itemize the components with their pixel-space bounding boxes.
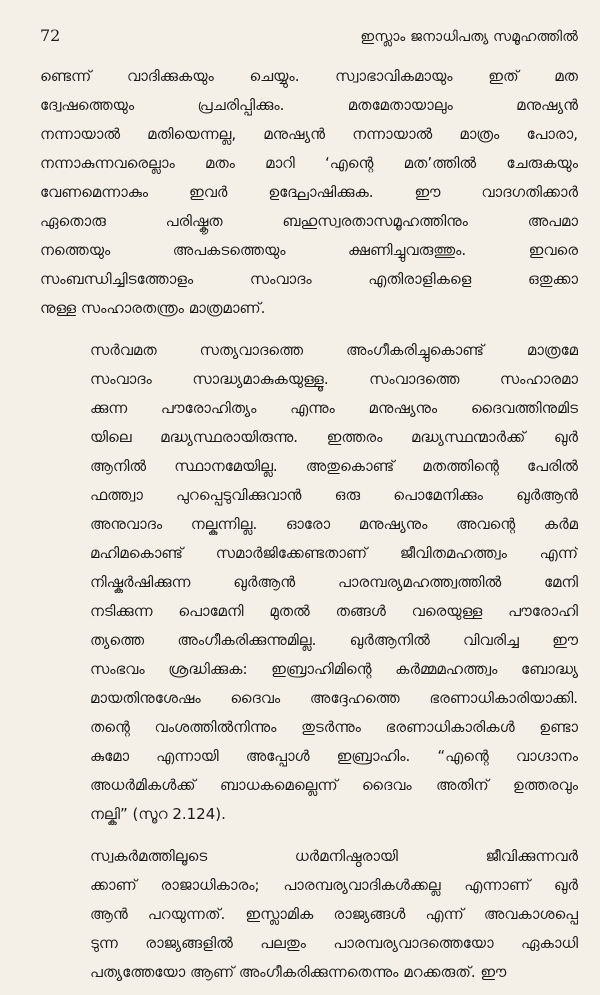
text-line: ക്കാണ് രാജാധികാരം; പാരമ്പര്യവാദികൾക്കല്ല എന്നാണ് ഖുർ	[90, 876, 578, 894]
text-line: നത്തെയും അപകടത്തെയും ക്ഷണിച്ചുവരുത്തും. ഇവരെ	[40, 241, 578, 259]
page-number: 72	[40, 26, 61, 45]
text-line: അധർമികൾക്ക് ബാധകമെല്ലെന്ന് ദൈവം അതിന് ഉത്തരവും	[90, 776, 578, 794]
text-line: നന്നാകുന്നവരെല്ലാം മതം മാറി ‘എന്റെ മത’ത്തിൽ ചേരുകയും	[40, 154, 578, 172]
text-line: ദ്വേഷത്തെയും പ്രചരിപ്പിക്കും. മതമേതായാലും മനുഷ്യൻ	[40, 96, 578, 114]
text-line: നല്കി” (സൂറ 2.124).	[90, 805, 226, 823]
running-header	[40, 26, 578, 54]
text-line: ഫത്ത്വാ പുറപ്പെടുവിക്കുവാൻ ഒരു പൊമേനിക്കും ഖുർആൻ	[90, 486, 578, 504]
text-line: വേണമെന്നാകും ഇവർ ഉദ്ഘോഷിക്കുക. ഈ വാദഗതിക്കാർ	[40, 183, 578, 201]
text-line: യിലെ മദ്ധ്യസ്ഥരായിരുന്നു. ഇത്തരം മദ്ധ്യസ്ഥന്മാർക്ക് ഖുർ	[90, 428, 578, 446]
text-line: മായതിനുശേഷം ദൈവം അദ്ദേഹത്തെ ഭരണാധികാരിയാക്കി.	[90, 689, 578, 707]
text-line: ആൻ പറയുന്നത്. ഇസ്ലാമിക രാജ്യങ്ങൾ എന്ന് അവകാശപ്പെ	[90, 905, 578, 923]
text-line: സ്വകർമത്തിലൂടെ ധർമനിഷ്ഠരായി ജീവിക്കുന്നവർ	[90, 847, 578, 865]
text-line: നിഷ്കർഷിക്കുന്ന ഖുർആൻ പാരമ്പര്യമഹത്ത്വത്തിൽ മേനി	[90, 573, 578, 591]
text-line: അനുവാദം നല്കുന്നില്ല. ഓരോ മനുഷ്യനും അവന്റെ കർമ	[90, 515, 578, 533]
paragraph	[40, 336, 578, 829]
text-line: സർവമത സത്യവാദത്തെ അംഗീകരിച്ചുകൊണ്ട് മാത്രമേ	[90, 341, 578, 359]
running-title: ഇസ്ലാം ജനാധിപത്യ സമൂഹത്തിൽ	[360, 29, 578, 45]
text-line: തന്റെ വംശത്തിൽനിന്നും തുടർന്നും ഭരണാധികാരികൾ ഉണ്ടാ	[90, 718, 578, 736]
text-line: ടുന്ന രാജ്യങ്ങളിൽ പലതും പാരമ്പര്യവാദത്തെയോ ഏകാധി	[90, 934, 578, 952]
text-line: നന്നായാൽ മതിയെന്നല്ല, മനുഷ്യൻ നന്നായാൽ മാത്രം പോരാ,	[40, 125, 578, 143]
text-line: ണ്ടെന്ന് വാദിക്കുകയും ചെയ്യും. സ്വാഭാവികമായും ഇത് മത	[40, 67, 578, 85]
paragraph	[40, 842, 578, 987]
text-line: കുമോ എന്നായി അപ്പോൾ ഇബ്രാഹിം. “എന്റെ വാഗ്ദാനം	[90, 747, 578, 765]
text-line: നുള്ള സംഹാരതന്ത്രം മാത്രമാണ്.	[40, 299, 266, 317]
text-line: സംബന്ധിച്ചിടത്തോളം സംവാദം എതിരാളികളെ ഒതുക്കാ	[40, 270, 578, 288]
text-line: പത്യത്തേയോ ആണ് അംഗീകരിക്കുന്നതെന്നും മറക്കരുത്. ഈ	[90, 963, 507, 981]
text-line: ക്കുന്ന പൗരോഹിത്യം എന്നും മനുഷ്യനും ദൈവത്തിനുമിട	[90, 399, 578, 417]
paragraph	[40, 62, 578, 323]
text-line: നടിക്കുന്ന പൊമേനി മുതൽ തങ്ങൾ വരെയുള്ള പൗരോഹി	[90, 602, 578, 620]
body-text	[40, 62, 578, 987]
text-line: ത്യത്തെ അംഗീകരിക്കുന്നുമില്ല. ഖുർആനിൽ വിവരിച്ച ഈ	[90, 631, 578, 649]
text-line: ആനിൽ സ്ഥാനമേയില്ല. അതുകൊണ്ട് മതത്തിന്റെ പേരിൽ	[90, 457, 578, 475]
text-line: സംവാദം സാദ്ധ്യമാകുകയുള്ളൂ. സംവാദത്തെ സംഹാരമാ	[90, 370, 578, 388]
text-line: സംഭവം ശ്രദ്ധിക്കുക: ഇബ്രാഹിമിന്റെ കർമ്മമഹത്ത്വം ബോദ്ധ്യ	[90, 660, 578, 678]
text-line: മഹിമകൊണ്ട് സമാർജിക്കേണ്ടതാണ് ജീവിതമഹത്ത്വം എന്ന്	[90, 544, 578, 562]
text-line: ഏതൊരു പരിഷ്കൃത ബഹുസ്വരതാസമൂഹത്തിനും അപമാ	[40, 212, 578, 230]
